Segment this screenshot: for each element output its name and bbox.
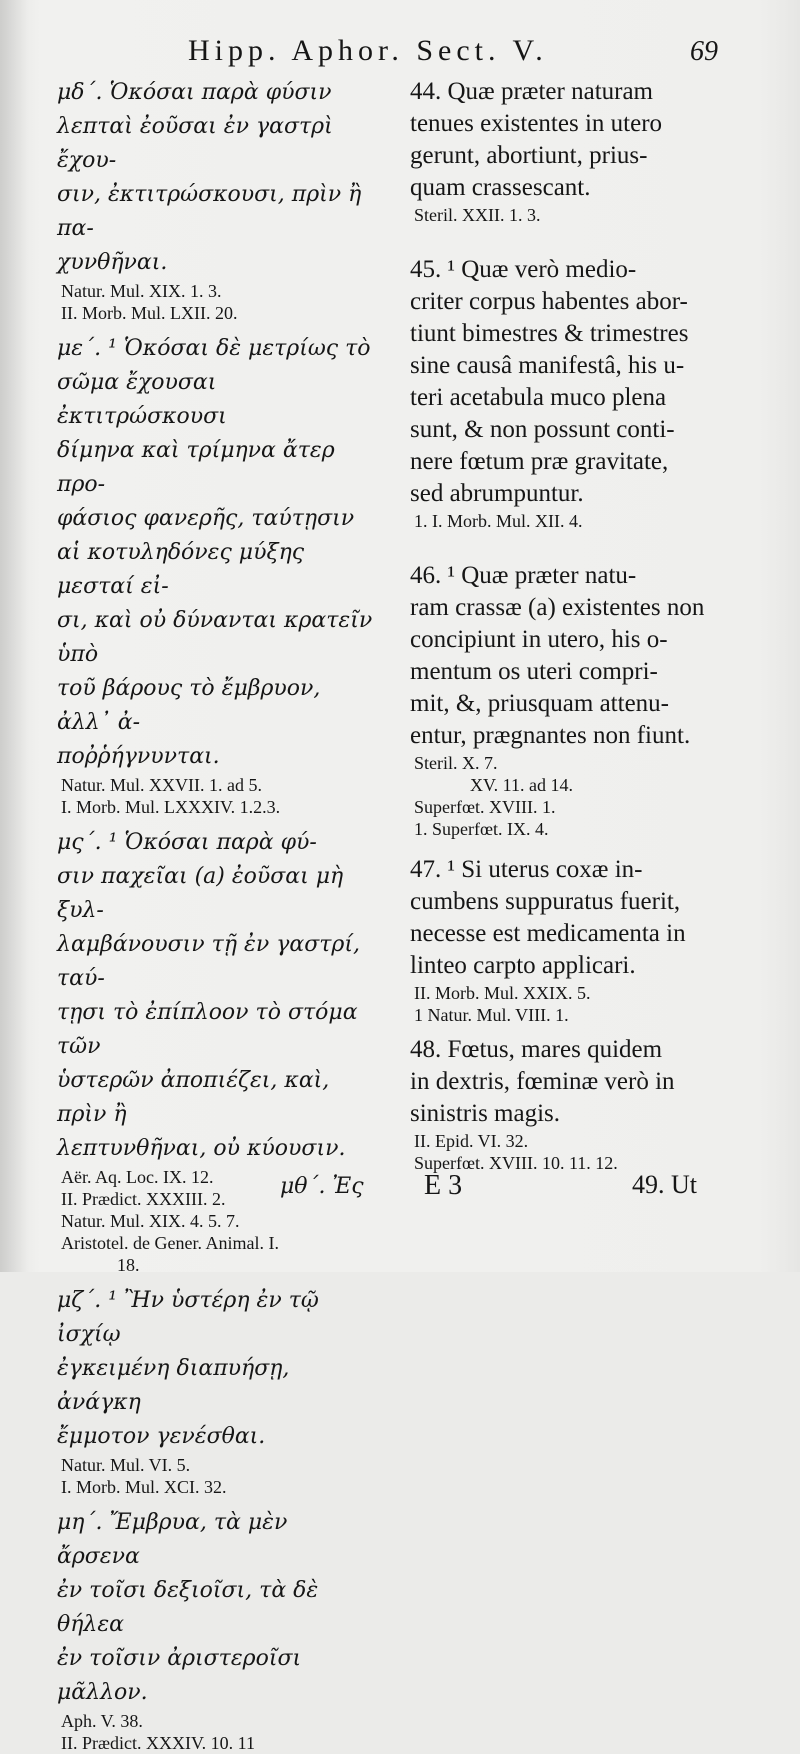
cross-reference: 18. [117,1255,140,1275]
latin-line: gerunt, abortiunt, prius- [410,142,648,169]
cross-reference: I. Morb. Mul. LXXXIV. 1.2.3. [61,797,281,817]
page-number: 69 [690,36,718,67]
greek-line: μς΄. ¹ Ὁκόσαι παρὰ φύ- [57,830,317,855]
latin-line: cumbens suppuratus fuerit, [410,888,681,915]
cross-reference: Steril. XXII. 1. 3. [414,205,541,225]
aphorism-44-greek [57,76,375,324]
latin-line: sunt, & non possunt conti- [410,416,675,443]
latin-line: sine causâ manifestâ, his u- [410,352,685,379]
cross-reference: Aph. V. 38. [61,1711,143,1731]
latin-line: 47. ¹ Si uterus coxæ in- [410,856,643,883]
cross-reference: Superfœt. XVIII. 1. [414,797,556,817]
greek-line: φάσιος φανερῆς, ταύτῃσιν [57,506,355,531]
latin-line: in dextris, fœminæ verò in [410,1068,675,1095]
latin-line: 44. Quæ præter naturam [410,78,654,105]
latin-line: quam crassescant. [410,174,591,201]
latin-line: concipiunt in utero, his o- [410,626,668,653]
cross-reference: Natur. Mul. XIX. 4. 5. 7. [61,1211,240,1231]
latin-line: criter corpus habentes abor- [410,288,688,315]
page-footer [0,1170,800,1214]
greek-line: δίμηνα καὶ τρίμηνα ἄτερ προ- [57,438,335,497]
greek-line: μζ΄. ¹ Ἢν ὑστέρη ἐν τῷ ἰσχίῳ [57,1288,319,1347]
latin-line: 48. Fœtus, mares quidem [410,1036,663,1063]
greek-line: ποῤῥήγνυνται. [57,744,220,769]
catchword-greek: μθ΄. Ἐς [280,1174,364,1199]
cross-reference: II. Prædict. XXXIII. 2. [61,1189,226,1209]
greek-line: μδ΄. Ὁκόσαι παρὰ φύσιν [57,80,332,105]
latin-column [410,76,710,1174]
greek-line: μη΄. Ἔμβρυα, τὰ μὲν ἄρσενα [57,1510,288,1569]
greek-line: σι, καὶ οὐ δύνανται κρατεῖν ὑπὸ [57,608,373,667]
cross-reference: 1. I. Morb. Mul. XII. 4. [414,511,583,531]
cross-reference: Natur. Mul. XXVII. 1. ad 5. [61,775,262,795]
aphorism-48-latin [410,1034,710,1174]
aphorism-45-greek [57,332,375,818]
greek-line: ἔμμοτον γενέσθαι. [57,1424,266,1449]
gutter-shadow [0,0,28,1272]
greek-line: σιν παχεῖαι (a) ἐοῦσαι μὴ ξυλ- [57,864,344,923]
latin-line: linteo carpto applicari. [410,952,636,979]
latin-line: mit, &, priusquam attenu- [410,690,669,717]
cross-reference: II. Morb. Mul. XXIX. 5. [414,983,591,1003]
greek-line: τῃσι τὸ ἐπίπλοον τὸ στόμα τῶν [57,1000,358,1059]
cross-reference: Natur. Mul. XIX. 1. 3. [61,281,222,301]
latin-line: necesse est medicamenta in [410,920,686,947]
latin-line: mentum os uteri compri- [410,658,658,685]
greek-line: σῶμα ἔχουσαι ἐκτιτρώσκουσι [57,370,227,429]
greek-line: λαμβάνουσιν τῇ ἐν γαστρί, ταύ- [57,932,360,991]
aphorism-48-greek [57,1506,375,1754]
greek-line: με΄. ¹ Ὁκόσαι δὲ μετρίως τὸ [57,336,371,361]
greek-line: λεπταὶ ἐοῦσαι ἐν γαστρὶ ἔχου- [57,114,333,173]
cross-reference: 1. Superfœt. IX. 4. [414,819,549,839]
greek-line: ἐν τοῖσι δεξιοῖσι, τὰ δὲ θήλεα [57,1578,319,1637]
greek-line: τοῦ βάρους τὸ ἔμβρυον, ἀλλ᾽ ἀ- [57,676,321,735]
latin-line: 46. ¹ Quæ præter natu- [410,562,637,589]
cross-reference: II. Morb. Mul. LXII. 20. [61,303,238,323]
greek-line: λεπτυνθῆναι, οὐ κύουσιν. [57,1136,346,1161]
cross-reference: I. Morb. Mul. XCI. 32. [61,1477,227,1497]
cross-reference: Superfœt. XVIII. 10. 11. 12. [414,1153,618,1173]
greek-line: αἱ κοτυληδόνες μύξης μεσταί εἰ- [57,540,305,599]
aphorism-44-latin [410,76,710,226]
latin-line: sed abrumpuntur. [410,480,584,507]
latin-line: entur, prægnantes non fiunt. [410,722,691,749]
aphorism-46-latin [410,560,710,840]
latin-line: nere fœtum præ gravitate, [410,448,669,475]
latin-line: teri acetabula muco plena [410,384,667,411]
signature-mark: E 3 [424,1170,463,1201]
greek-line: χυνθῆναι. [57,250,168,275]
greek-line: ἐν τοῖσιν ἀριστεροῖσι μᾶλλον. [57,1646,302,1705]
greek-line: σιν, ἐκτιτρώσκουσι, πρὶν ἢ πα- [57,182,362,241]
page-header [0,30,800,80]
latin-line: ram crassæ (a) existentes non [410,594,705,621]
latin-line: tiunt bimestres & trimestres [410,320,689,347]
latin-line: sinistris magis. [410,1100,561,1127]
cross-reference: II. Prædict. XXXIV. 10. 11 [61,1733,255,1753]
aphorism-47-greek [57,1284,375,1498]
greek-column [57,76,375,1754]
greek-line: ἐγκειμένη διαπυήσῃ, ἀνάγκη [57,1356,290,1415]
aphorism-47-latin [410,854,710,1026]
greek-line: ὑστερῶν ἀποπιέζει, καὶ, πρὶν ἢ [57,1068,330,1127]
cross-reference: II. Epid. VI. 32. [414,1131,529,1151]
cross-reference: Aër. Aq. Loc. IX. 12. [61,1167,214,1187]
latin-line: tenues existentes in utero [410,110,663,137]
cross-reference: 1 Natur. Mul. VIII. 1. [414,1005,569,1025]
aphorism-45-latin [410,254,710,532]
running-title: Hipp. Aphor. Sect. V. [188,34,548,67]
cross-reference: Steril. X. 7. [414,753,498,773]
cross-reference: XV. 11. ad 14. [470,775,573,795]
latin-line: 45. ¹ Quæ verò medio- [410,256,637,283]
catchword-latin: 49. Ut [632,1170,697,1199]
cross-reference: Aristotel. de Gener. Animal. I. [61,1233,279,1253]
cross-reference: Natur. Mul. VI. 5. [61,1455,191,1475]
